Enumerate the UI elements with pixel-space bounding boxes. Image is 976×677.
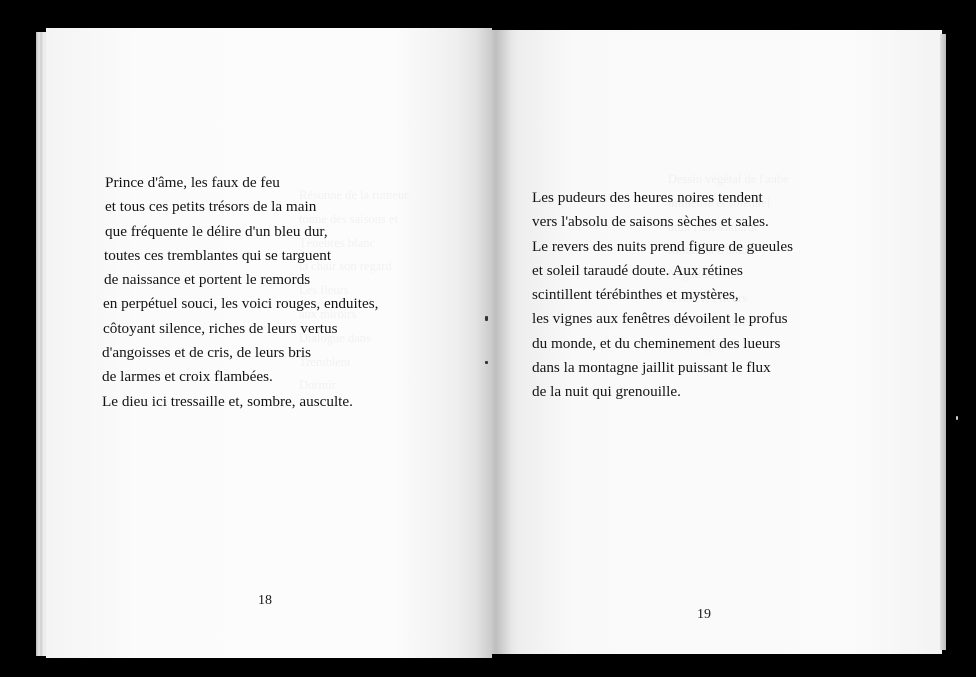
- left-poem: [102, 171, 378, 414]
- binding-mark: [485, 316, 488, 321]
- poem-line: dans la montagne jaillit puissant le flux: [532, 359, 771, 377]
- poem-line: Prince d'âme, les faux de feu: [105, 174, 280, 191]
- poem-line: Les pudeurs des heures noires tendent: [532, 189, 763, 206]
- poem-line: de naissance et portent le remords: [104, 271, 311, 289]
- poem-line: les vignes aux fenêtres dévoilent le profus: [532, 310, 788, 328]
- page-number-right: 19: [697, 607, 711, 622]
- right-poem: [532, 186, 793, 405]
- scan-speck: [956, 416, 958, 420]
- poem-line: toutes ces tremblantes qui se targuent: [104, 246, 332, 264]
- book-gutter: [476, 28, 512, 658]
- poem-line: Le revers des nuits prend figure de gueules: [532, 237, 794, 255]
- poem-line: et tous ces petits trésors de la main: [105, 198, 317, 216]
- right-page-edge: [940, 34, 946, 650]
- poem-line: du monde, et du cheminement des lueurs: [532, 334, 781, 352]
- binding-mark: [485, 361, 488, 364]
- poem-line: Le dieu ici tressaille et, sombre, ausculte.: [102, 392, 353, 410]
- page-number-left: 18: [258, 593, 272, 608]
- poem-line: d'angoisses et de cris, de leurs bris: [102, 344, 311, 362]
- poem-line: de la nuit qui grenouille.: [532, 383, 681, 401]
- open-book: [36, 28, 948, 658]
- poem-line: côtoyant silence, riches de leurs vertus: [103, 319, 338, 337]
- poem-line: que fréquente le délire d'un bleu dur,: [105, 222, 328, 240]
- poem-line: vers l'absolu de saisons sèches et sales.: [532, 213, 769, 231]
- poem-line: scintillent térébinthes et mystères,: [532, 286, 739, 304]
- poem-line: en perpétuel souci, les voici rouges, enduites,: [103, 295, 379, 313]
- poem-line: et soleil taraudé doute. Aux rétines: [532, 261, 743, 279]
- poem-line: de larmes et croix flambées.: [102, 368, 273, 386]
